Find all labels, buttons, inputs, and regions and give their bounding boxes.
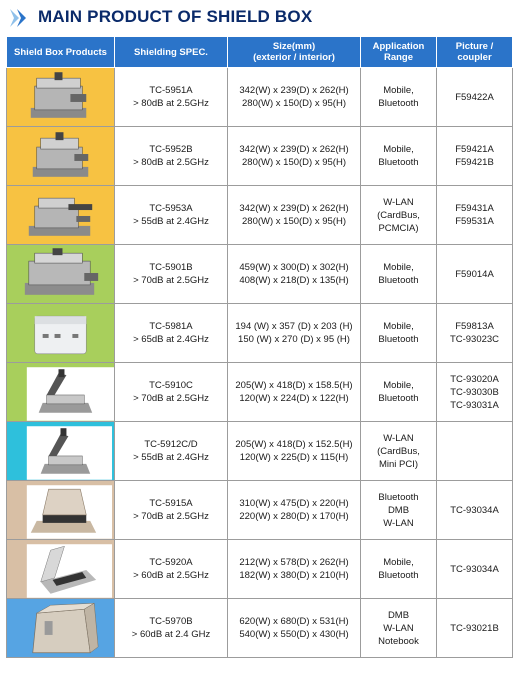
product-image-cell [7, 245, 115, 304]
size-cell [228, 540, 361, 599]
application-cell [361, 481, 437, 540]
size-interior: 280(W) x 150(D) x 95(H) [242, 216, 346, 227]
size-exterior: 342(W) x 239(D) x 262(H) [239, 144, 349, 155]
header-pic-line1: Picture / [455, 41, 494, 52]
application-cell [361, 186, 437, 245]
application-line: DMB [387, 504, 410, 516]
size-exterior: 194 (W) x 357 (D) x 203 (H) [235, 321, 353, 332]
model-name: TC-5915A [149, 498, 193, 509]
model-name: TC-5970B [149, 616, 193, 627]
table-row [7, 245, 513, 304]
shield-box-image [7, 481, 114, 539]
coupler-cell [437, 304, 513, 363]
table-row [7, 186, 513, 245]
product-image-cell [7, 540, 115, 599]
shield-box-image [7, 186, 114, 244]
shielding-value: > 80dB at 2.5GHz [133, 157, 209, 168]
coupler-code: TC-93030B [450, 386, 499, 398]
table-row [7, 481, 513, 540]
spec-cell [115, 481, 228, 540]
header-app-line2: Range [383, 52, 414, 63]
shield-box-image [7, 540, 114, 598]
size-cell [228, 304, 361, 363]
spec-cell [115, 599, 228, 658]
application-line: Bluetooth [378, 98, 419, 109]
coupler-cell [437, 186, 513, 245]
size-exterior: 205(W) x 418(D) x 152.5(H) [235, 439, 353, 450]
coupler-cell [437, 127, 513, 186]
coupler-code: F59422A [455, 91, 494, 103]
application-line: Mobile, [383, 144, 414, 155]
model-name: TC-5920A [149, 557, 193, 568]
page-title: MAIN PRODUCT OF SHIELD BOX [38, 7, 313, 26]
header-size [228, 37, 361, 68]
shielding-value: > 70dB at 2.5GHz [133, 275, 209, 286]
product-image-cell [7, 422, 115, 481]
header-spec: Shielding SPEC. [115, 37, 228, 68]
shield-box-image [7, 304, 114, 362]
coupler-code: F59813A [455, 321, 494, 332]
spec-cell [115, 186, 228, 245]
shield-box-image [7, 68, 114, 126]
model-name: TC-5912C/D [144, 439, 198, 450]
table-row [7, 127, 513, 186]
product-image-cell [7, 304, 115, 363]
application-line: Bluetooth [378, 334, 419, 345]
product-image-cell [7, 599, 115, 658]
shielding-value: > 60dB at 2.4 GHz [131, 629, 211, 640]
size-interior: 150 (W) x 270 (D) x 95 (H) [238, 334, 350, 345]
header-pic-line2: coupler [457, 52, 492, 63]
application-line: W-LAN [383, 432, 414, 444]
size-interior: 120(W) x 224(D) x 122(H) [239, 393, 349, 404]
table-row [7, 599, 513, 658]
coupler-cell [437, 422, 513, 481]
coupler-code: F59431A [455, 203, 494, 214]
application-line: W-LAN [383, 517, 414, 529]
coupler-code: F59421A [455, 144, 494, 155]
shielding-value: > 60dB at 2.5GHz [133, 570, 209, 581]
coupler-cell [437, 599, 513, 658]
header-size-line2: (exterior / interior) [253, 52, 335, 63]
size-cell [228, 68, 361, 127]
size-interior: 280(W) x 150(D) x 95(H) [242, 157, 346, 168]
shield-box-image [7, 363, 114, 421]
coupler-code: TC-93020A [450, 373, 499, 385]
table-row [7, 304, 513, 363]
header-products: Shield Box Products [7, 37, 115, 68]
coupler-code: F59421B [455, 157, 494, 168]
size-exterior: 310(W) x 475(D) x 220(H) [239, 498, 349, 509]
shield-box-image [7, 422, 114, 480]
application-line: (CardBus, [377, 445, 420, 457]
coupler-cell [437, 68, 513, 127]
application-cell [361, 127, 437, 186]
size-interior: 182(W) x 380(D) x 210(H) [239, 570, 349, 581]
application-cell [361, 599, 437, 658]
product-image-cell [7, 127, 115, 186]
size-exterior: 205(W) x 418(D) x 158.5(H) [235, 380, 353, 391]
spec-cell [115, 422, 228, 481]
product-image-cell [7, 186, 115, 245]
model-name: TC-5953A [149, 203, 193, 214]
size-exterior: 459(W) x 300(D) x 302(H) [239, 262, 349, 273]
coupler-code: F59014A [455, 268, 494, 280]
size-exterior: 212(W) x 578(D) x 262(H) [239, 557, 349, 568]
application-line: Bluetooth [378, 393, 419, 404]
application-cell [361, 363, 437, 422]
application-cell [361, 540, 437, 599]
application-line: W-LAN [383, 196, 414, 208]
spec-cell [115, 68, 228, 127]
table-row [7, 422, 513, 481]
product-table [6, 36, 513, 658]
spec-cell [115, 304, 228, 363]
application-line: Mini PCI) [378, 458, 419, 470]
coupler-cell [437, 245, 513, 304]
size-cell [228, 481, 361, 540]
shielding-value: > 55dB at 2.4GHz [133, 452, 209, 463]
application-line: DMB [387, 609, 410, 621]
coupler-cell [437, 363, 513, 422]
product-image-cell [7, 68, 115, 127]
shielding-value: > 65dB at 2.4GHz [133, 334, 209, 345]
application-line: Mobile, [383, 380, 414, 391]
header-app-line1: Application [372, 41, 425, 52]
application-line: Mobile, [383, 85, 414, 96]
shield-box-image [7, 127, 114, 185]
table-row [7, 540, 513, 599]
size-interior: 120(W) x 225(D) x 115(H) [239, 452, 349, 463]
application-cell [361, 422, 437, 481]
title-bar [6, 4, 511, 34]
shield-box-image [7, 599, 114, 657]
coupler-code: TC-93034A [450, 563, 499, 575]
product-image-cell [7, 481, 115, 540]
application-line: (CardBus, [377, 209, 420, 221]
shielding-value: > 70dB at 2.5GHz [133, 511, 209, 522]
model-name: TC-5981A [149, 321, 193, 332]
coupler-code: TC-93023C [449, 334, 500, 345]
size-interior: 280(W) x 150(D) x 95(H) [242, 98, 346, 109]
size-cell [228, 422, 361, 481]
model-name: TC-5901B [149, 262, 193, 273]
shielding-value: > 80dB at 2.5GHz [133, 98, 209, 109]
application-line: Notebook [378, 635, 419, 647]
application-line: Bluetooth [378, 157, 419, 168]
size-exterior: 620(W) x 680(D) x 531(H) [239, 616, 349, 627]
size-interior: 220(W) x 280(D) x 170(H) [239, 511, 349, 522]
model-name: TC-5910C [149, 380, 193, 391]
table-row [7, 68, 513, 127]
application-cell [361, 68, 437, 127]
product-image-cell [7, 363, 115, 422]
application-line: Mobile, [383, 262, 414, 273]
size-cell [228, 245, 361, 304]
table-row [7, 363, 513, 422]
application-line: PCMCIA) [378, 222, 419, 234]
size-interior: 408(W) x 218(D) x 135(H) [239, 275, 349, 286]
application-line: Bluetooth [378, 491, 419, 503]
application-line: W-LAN [383, 622, 414, 634]
header-picture [437, 37, 513, 68]
coupler-cell [437, 481, 513, 540]
shielding-value: > 55dB at 2.4GHz [133, 216, 209, 227]
shielding-value: > 70dB at 2.5GHz [133, 393, 209, 404]
coupler-code: TC-93021B [450, 622, 499, 634]
spec-cell [115, 245, 228, 304]
model-name: TC-5951A [149, 85, 193, 96]
model-name: TC-5952B [149, 144, 193, 155]
header-application [361, 37, 437, 68]
application-line: Bluetooth [378, 570, 419, 581]
size-cell [228, 127, 361, 186]
size-cell [228, 186, 361, 245]
application-cell [361, 245, 437, 304]
size-exterior: 342(W) x 239(D) x 262(H) [239, 85, 349, 96]
table-header-row [7, 37, 513, 68]
application-line: Mobile, [383, 557, 414, 568]
size-cell [228, 363, 361, 422]
spec-cell [115, 127, 228, 186]
double-arrow-icon [8, 6, 32, 30]
coupler-code: F59531A [455, 216, 494, 227]
coupler-code: TC-93031A [450, 399, 499, 411]
application-line: Bluetooth [378, 275, 419, 286]
application-line: Mobile, [383, 321, 414, 332]
header-size-line1: Size(mm) [272, 41, 316, 52]
coupler-code: TC-93034A [450, 504, 499, 516]
application-cell [361, 304, 437, 363]
coupler-cell [437, 540, 513, 599]
size-cell [228, 599, 361, 658]
spec-cell [115, 363, 228, 422]
size-interior: 540(W) x 550(D) x 430(H) [239, 629, 349, 640]
shield-box-image [7, 245, 114, 303]
size-exterior: 342(W) x 239(D) x 262(H) [239, 203, 349, 214]
spec-cell [115, 540, 228, 599]
